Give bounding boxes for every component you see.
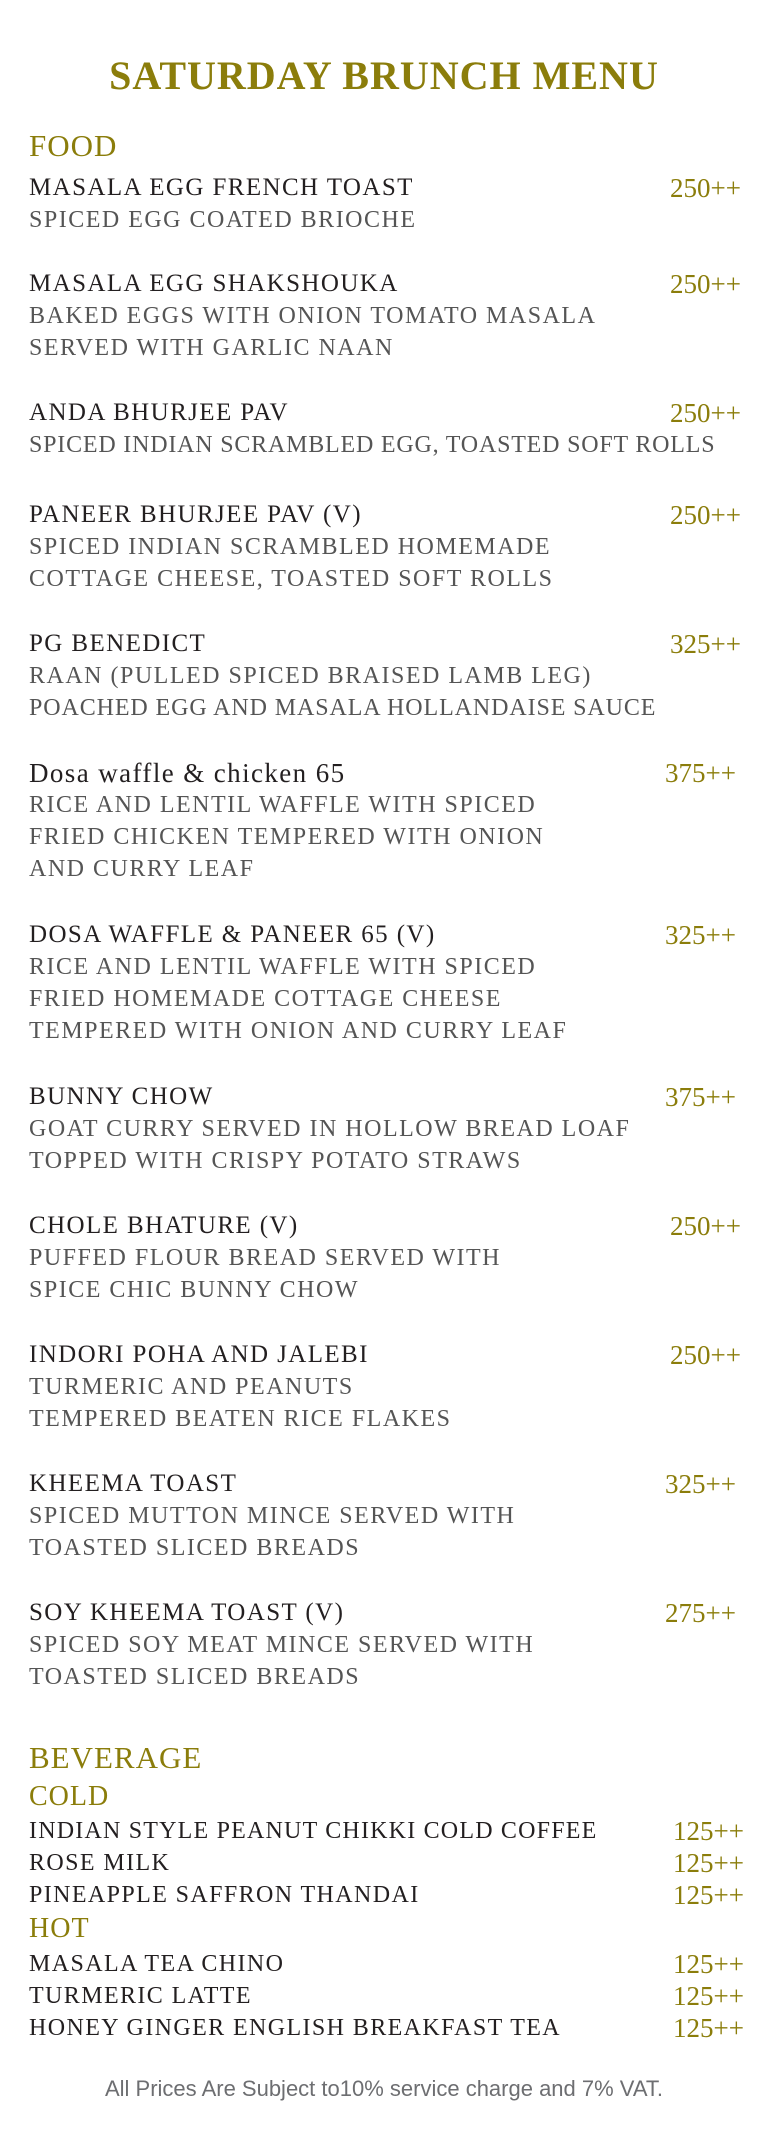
item-description: SERVED WITH GARLIC NAAN [29,335,394,361]
menu-item [29,1468,741,1564]
item-price: 250++ [670,1211,741,1241]
item-name: DOSA WAFFLE & PANEER 65 (V) [29,921,436,948]
beverage-name: PINEAPPLE SAFFRON THANDAI [29,1882,420,1908]
hot-heading: HOT [29,1913,90,1944]
item-description: COTTAGE CHEESE, TOASTED SOFT ROLLS [29,566,554,592]
beverage-item [29,1815,744,1847]
beverage-price: 125++ [673,1848,744,1878]
beverage-name: INDIAN STYLE PEANUT CHIKKI COLD COFFEE [29,1818,598,1844]
menu-item [29,268,741,364]
beverage-name: HONEY GINGER ENGLISH BREAKFAST TEA [29,2015,562,2041]
menu-item [29,172,741,236]
price-disclaimer: All Prices Are Subject to10% service charge and 7% VAT. [104,2076,663,2101]
item-name: KHEEMA TOAST [29,1470,238,1497]
beverage-price: 125++ [673,1949,744,1979]
item-name: MASALA EGG SHAKSHOUKA [29,270,399,297]
item-description: SPICE CHIC BUNNY CHOW [29,1277,359,1303]
item-name: MASALA EGG FRENCH TOAST [29,174,414,201]
beverage-price: 125++ [673,2013,744,2043]
item-description: TEMPERED BEATEN RICE FLAKES [29,1406,452,1432]
beverage-name: ROSE MILK [29,1850,171,1876]
menu-item [29,1597,741,1693]
item-name: INDORI POHA AND JALEBI [29,1341,369,1368]
beverage-item [29,2012,744,2044]
item-description: TOASTED SLICED BREADS [29,1664,361,1690]
item-description: RAAN (PULLED SPICED BRAISED LAMB LEG) [29,663,592,689]
item-price: 275++ [665,1598,736,1628]
item-description: BAKED EGGS WITH ONION TOMATO MASALA [29,303,597,329]
beverage-item [29,1847,744,1879]
menu-item [29,397,741,461]
item-name: BUNNY CHOW [29,1083,214,1110]
item-name: CHOLE BHATURE (V) [29,1212,299,1239]
beverage-name: TURMERIC LATTE [29,1983,252,2009]
item-description: TEMPERED WITH ONION AND CURRY LEAF [29,1018,568,1044]
item-description: SPICED SOY MEAT MINCE SERVED WITH [29,1632,535,1658]
item-description: GOAT CURRY SERVED IN HOLLOW BREAD LOAF [29,1116,631,1142]
item-description: SPICED INDIAN SCRAMBLED EGG, TOASTED SOFT ROLLS [29,432,716,458]
menu-item [29,919,741,1047]
item-name: PANEER BHURJEE PAV (V) [29,501,362,528]
beverage-item [29,1980,744,2012]
menu-item [29,1339,741,1435]
item-description: TOASTED SLICED BREADS [29,1535,361,1561]
beverage-name: MASALA TEA CHINO [29,1951,285,1977]
item-description: SPICED MUTTON MINCE SERVED WITH [29,1503,516,1529]
menu-title: SATURDAY BRUNCH MENU [109,53,659,98]
item-price: 250++ [670,500,741,530]
item-name: SOY KHEEMA TOAST (V) [29,1599,345,1626]
item-description: POACHED EGG AND MASALA HOLLANDAISE SAUCE [29,695,657,721]
item-description: TURMERIC AND PEANUTS [29,1374,354,1400]
menu-item [29,1081,741,1177]
item-name: Dosa waffle & chicken 65 [29,758,346,788]
item-price: 325++ [665,920,736,950]
beverage-item [29,1948,744,1980]
beverage-heading: BEVERAGE [29,1740,203,1775]
item-description: FRIED HOMEMADE COTTAGE CHEESE [29,986,502,1012]
item-price: 250++ [670,173,741,203]
item-price: 250++ [670,398,741,428]
item-price: 325++ [670,629,741,659]
item-description: TOPPED WITH CRISPY POTATO STRAWS [29,1148,522,1174]
cold-heading: COLD [29,1781,110,1812]
item-name: ANDA BHURJEE PAV [29,399,289,426]
item-description: SPICED EGG COATED BRIOCHE [29,207,417,233]
item-name: PG BENEDICT [29,630,207,657]
food-heading: FOOD [29,128,118,163]
item-description: SPICED INDIAN SCRAMBLED HOMEMADE [29,534,552,560]
item-description: PUFFED FLOUR BREAD SERVED WITH [29,1245,502,1271]
menu-item [29,628,741,724]
beverage-price: 125++ [673,1816,744,1846]
item-description: RICE AND LENTIL WAFFLE WITH SPICED [29,792,537,818]
item-description: RICE AND LENTIL WAFFLE WITH SPICED [29,954,537,980]
item-description: FRIED CHICKEN TEMPERED WITH ONION [29,824,545,850]
beverage-price: 125++ [673,1981,744,2011]
item-price: 250++ [670,1340,741,1370]
menu-item [29,499,741,595]
item-price: 375++ [665,1082,736,1112]
item-description: AND CURRY LEAF [29,856,255,882]
item-price: 375++ [665,758,736,788]
beverage-item [29,1879,744,1911]
beverage-price: 125++ [673,1880,744,1910]
item-price: 325++ [665,1469,736,1499]
item-price: 250++ [670,269,741,299]
menu-item [29,757,741,885]
menu-item [29,1210,741,1306]
